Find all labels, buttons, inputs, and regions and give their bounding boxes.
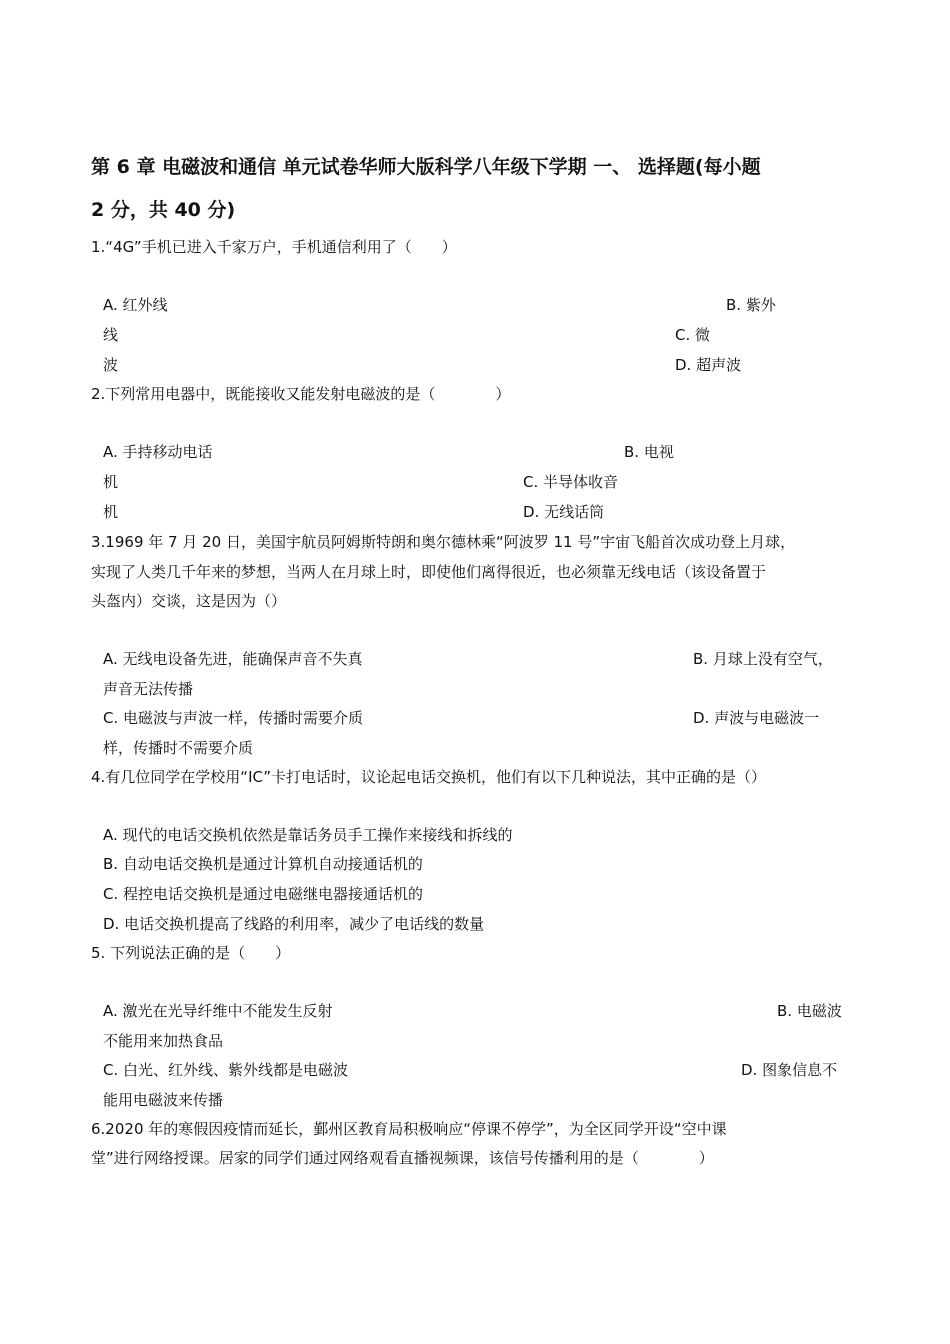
q2-option-b-cont: 机 — [103, 473, 119, 491]
q1-option-d: D. 超声波 — [675, 356, 742, 374]
q4-option-b: B. 自动电话交换机是通过计算机自动接通话机的 — [103, 855, 423, 873]
question-6-stem-line-1: 6.2020 年的寒假因疫情而延长，鄞州区教育局积极响应“停课不停学”，为全区同学开设“空中课 — [91, 1120, 727, 1138]
q2-option-c-cont: 机 — [103, 503, 119, 521]
q1-option-b: B. 紫外 — [726, 296, 776, 314]
q2-option-b: B. 电视 — [624, 443, 674, 461]
q2-option-d: D. 无线话筒 — [523, 503, 605, 521]
q1-option-a: A. 红外线 — [103, 296, 168, 314]
q2-option-c: C. 半导体收音 — [523, 473, 619, 491]
q3-option-d-cont: 样，传播时不需要介质 — [103, 739, 254, 757]
q1-option-b-cont: 线 — [103, 326, 119, 344]
q3-option-c: C. 电磁波与声波一样，传播时需要介质 — [103, 709, 364, 727]
question-2-stem: 2.下列常用电器中，既能接收又能发射电磁波的是（ ） — [91, 385, 511, 403]
q5-option-d-cont: 能用电磁波来传播 — [103, 1091, 224, 1109]
doc-title-line-2: 2 分，共 40 分) — [91, 199, 236, 221]
q5-option-b: B. 电磁波 — [777, 1002, 842, 1020]
question-5-stem: 5. 下列说法正确的是（ ） — [91, 944, 291, 962]
q5-option-a: A. 激光在光导纤维中不能发生反射 — [103, 1002, 333, 1020]
question-3-stem-line-1: 3.1969 年 7 月 20 日，美国宇航员阿姆斯特朗和奥尔德林乘“阿波罗 11 号”宇宙飞船首次成功登上月球， — [91, 533, 796, 551]
q4-option-c: C. 程控电话交换机是通过电磁继电器接通话机的 — [103, 885, 424, 903]
q2-option-a: A. 手持移动电话 — [103, 443, 213, 461]
q1-option-c: C. 微 — [675, 326, 711, 344]
q5-option-b-cont: 不能用来加热食品 — [103, 1032, 224, 1050]
question-4-stem: 4.有几位同学在学校用“IC”卡打电话时，议论起电话交换机，他们有以下几种说法，其中正确的是（） — [91, 768, 767, 786]
q4-option-a: A. 现代的电话交换机依然是靠话务员手工操作来接线和拆线的 — [103, 826, 513, 844]
q4-option-d: D. 电话交换机提高了线路的利用率，减少了电话线的数量 — [103, 915, 485, 933]
q5-option-c: C. 白光、红外线、紫外线都是电磁波 — [103, 1061, 349, 1079]
q5-option-d: D. 图象信息不 — [741, 1061, 838, 1079]
q1-option-c-cont: 波 — [103, 356, 119, 374]
q3-option-b: B. 月球上没有空气， — [693, 650, 833, 668]
doc-title-line-1: 第 6 章 电磁波和通信 单元试卷华师大版科学八年级下学期 一、 选择题(每小题 — [91, 156, 761, 178]
question-3-stem-line-3: 头盔内）交谈，这是因为（） — [91, 592, 287, 610]
q3-option-a: A. 无线电设备先进，能确保声音不失真 — [103, 650, 363, 668]
question-1-stem: 1.“4G”手机已进入千家万户，手机通信利用了（ ） — [91, 238, 457, 256]
question-3-stem-line-2: 实现了人类几千年来的梦想，当两人在月球上时，即使他们离得很近，也必须靠无线电话（该设备置于 — [91, 563, 767, 581]
question-6-stem-line-2: 堂”进行网络授课。居家的同学们通过网络观看直播视频课，该信号传播利用的是（ ） — [91, 1149, 714, 1167]
q3-option-b-cont: 声音无法传播 — [103, 680, 194, 698]
q3-option-d: D. 声波与电磁波一 — [693, 709, 820, 727]
